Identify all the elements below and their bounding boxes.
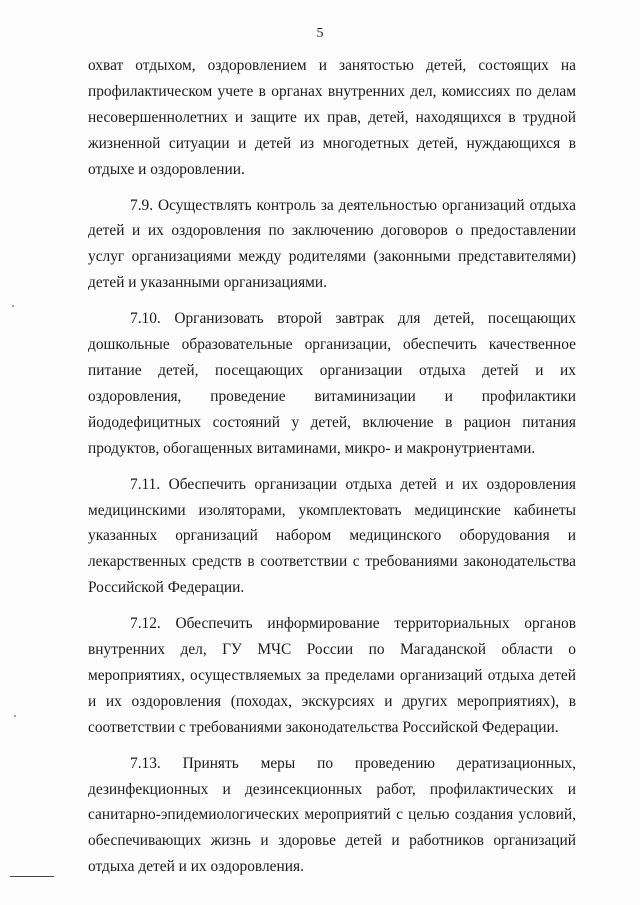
clause-7-9: 7.9. Осуществлять контроль за деятельностью организаций отдыха детей и их оздоровления по заключению договоров о предоставлении услуг организациями между родителями (законными представителями) детей и указанными организациями. <box>88 196 576 292</box>
page-number: 5 <box>316 26 324 41</box>
clause-7-12: 7.12. Обеспечить информирование территориальных органов внутренних дел, ГУ МЧС России по Магаданской области о мероприятиях, осуществляемых за пределами организаций отдыха детей и их оздоровления (походах, экскурсиях и других мероприятиях), в соответствии с требованиями законодательства Российской Федерации. <box>88 615 576 736</box>
clause-7-10: 7.10. Организовать второй завтрак для детей, посещающих дошкольные образовательные организации, обеспечить качественное питание детей, посещающих организации отдыха детей и их оздоровления, проведение витаминизации и профилактики йододефицитных состояний у детей, включение в рацион питания продуктов, обогащенных витаминами, микро- и макронутриентами. <box>88 310 576 457</box>
clause-7-13: 7.13. Принять меры по проведению дератизационных, дезинфекционных и дезинсекционных работ, профилактических и санитарно-эпидемиологических мероприятий с целью создания условий, обеспечивающих жизнь и здоровье детей и работников организаций отдыха детей и их оздоровления. <box>88 754 576 876</box>
bottom-rule <box>10 876 54 877</box>
scan-speck <box>14 715 16 717</box>
clause-7-11: 7.11. Обеспечить организации отдыха детей и их оздоровления медицинскими изоляторами, укомплектовать медицинские кабинеты указанных организаций набором медицинского оборудования и лекарственных средств в соответствии с требованиями законодательства Российской Федерации. <box>88 475 576 597</box>
scan-speck <box>12 305 14 307</box>
document-body <box>88 53 576 890</box>
paragraph-continuation: охват отдыхом, оздоровлением и занятостью детей, состоящих на профилактическом учете в органах внутренних дел, комиссиях по делам несовершеннолетних и защите их прав, детей, находящихся в трудной жизненной ситуации и детей из многодетных детей, нуждающихся в отдыхе и оздоровлении. <box>88 57 576 178</box>
